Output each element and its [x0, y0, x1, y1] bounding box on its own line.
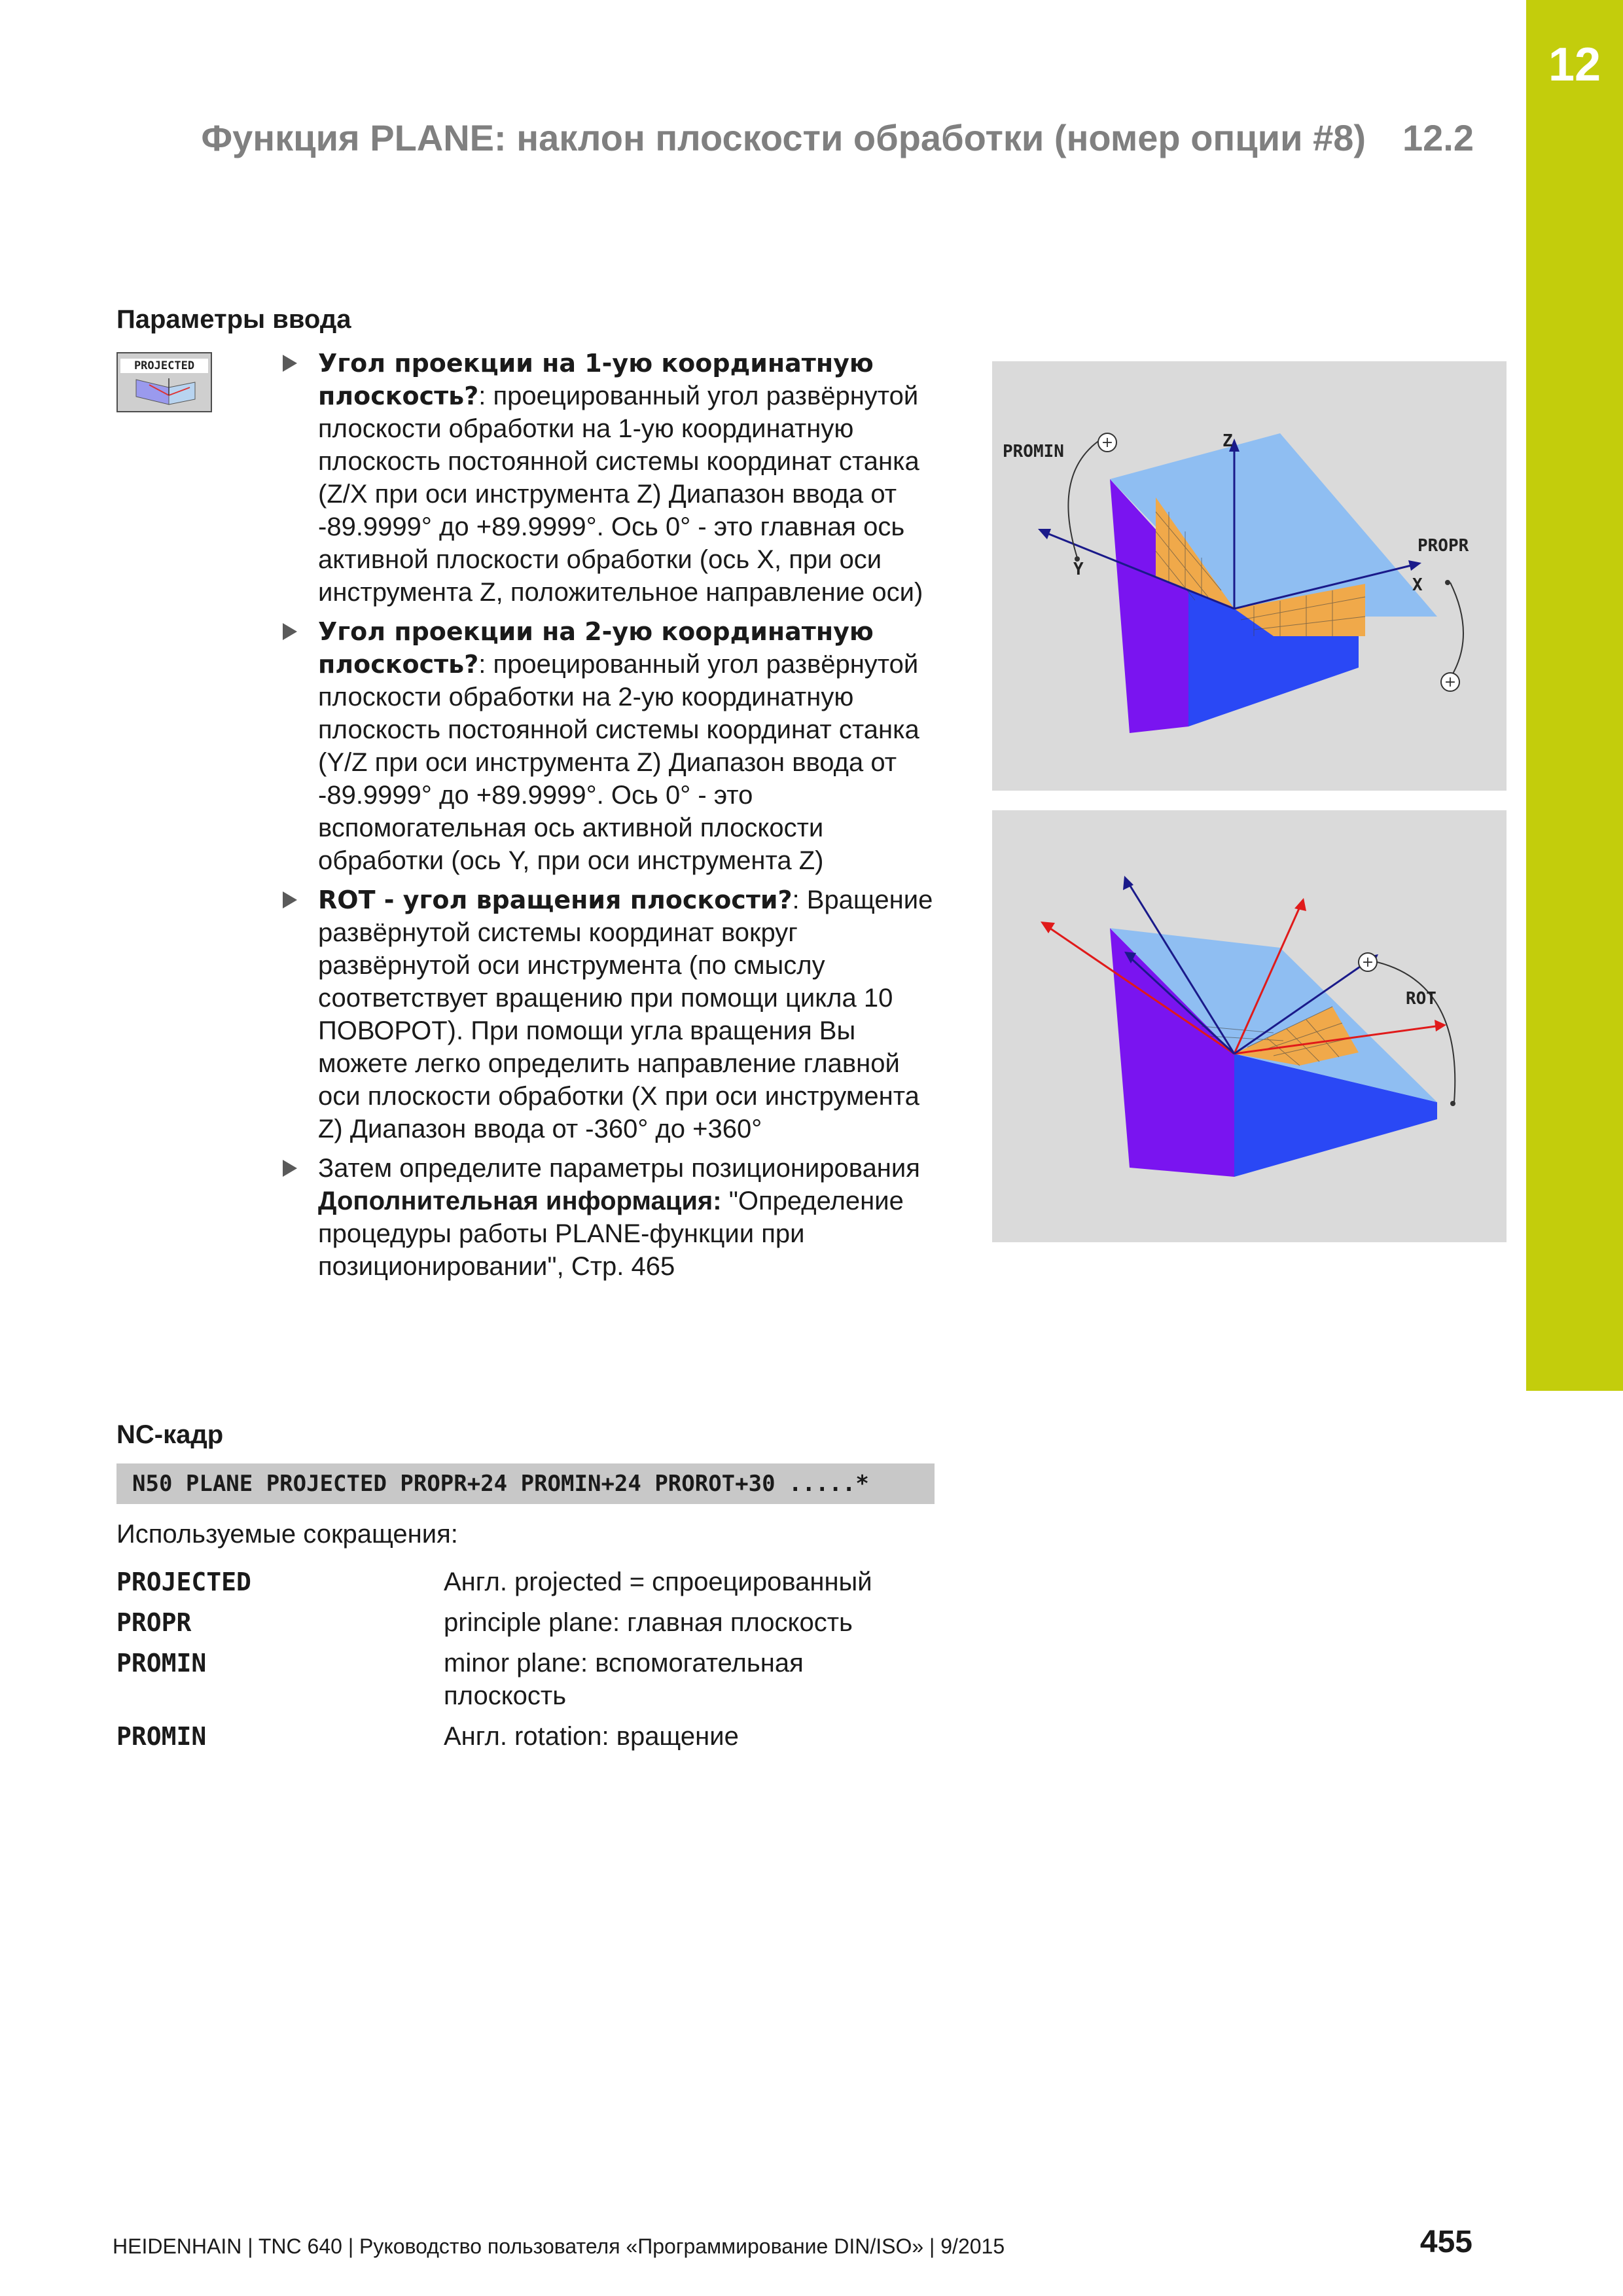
abbreviation-row — [116, 1566, 935, 1598]
bullet-arrow-icon — [283, 1160, 297, 1177]
rotation-figure — [992, 810, 1507, 1242]
param-item-promin — [280, 615, 941, 877]
svg-text:+: + — [1444, 674, 1457, 691]
parameter-list — [280, 347, 941, 1289]
abbreviation-definition: principle plane: главная плоскость — [444, 1608, 853, 1637]
softkey-graphic — [123, 376, 205, 408]
chapter-tab — [1526, 0, 1623, 1391]
param-title: Угол проекции на 1-ую координатную плоскость? — [318, 349, 874, 410]
svg-text:+: + — [1101, 435, 1114, 451]
abbreviations-table — [116, 1566, 935, 1761]
param-title: Угол проекции на 2-ую координатную плоскость? — [318, 617, 874, 679]
param-title: ROT - угол вращения плоскости? — [318, 886, 793, 914]
param-item-rot — [280, 884, 941, 1145]
param-item-positioning — [280, 1152, 941, 1283]
projected-angles-figure — [992, 361, 1507, 791]
bullet-arrow-icon — [283, 355, 297, 372]
projected-softkey-icon — [116, 352, 212, 412]
abbreviation-definition: minor plane: вспомогательная плоскость — [444, 1649, 804, 1710]
param-description: : проецированный угол развёрнутой плоскости обработки на 2-ую координатную плоскость постоянной системы координат станка (Y/Z при оси инструмента Z) Диапазон ввода от -89.9999° до +89.9999°. Ось 0° - это вспомогательная ось активной плоскости обработки (ось Y, при оси инструмента Z) — [318, 650, 919, 875]
bullet-arrow-icon — [283, 891, 297, 908]
abbreviations-intro: Используемые сокращения: — [116, 1520, 458, 1549]
abbreviation-row — [116, 1606, 935, 1639]
header-section-number: 12.2 — [1402, 117, 1474, 158]
page-number: 455 — [1419, 2225, 1472, 2259]
rot-label: ROT — [1406, 989, 1436, 1009]
abbreviation-term: PROMIN — [116, 1722, 207, 1751]
param-description: Затем определите параметры позиционирования — [318, 1154, 920, 1183]
page-header — [152, 117, 1474, 159]
abbreviation-term: PROPR — [116, 1608, 192, 1637]
chapter-number: 12 — [1548, 39, 1601, 91]
param-description: : проецированный угол развёрнутой плоскости обработки на 1-ую координатную плоскость постоянной системы координат станка (Z/X при оси инструмента Z) Диапазон ввода от -89.9999° до +89.9999°. Ось 0° - это главная ось активной плоскости обработки (ось X, при оси инструмента Z, положительное направление оси) — [318, 382, 923, 607]
x-label: X — [1412, 575, 1423, 595]
rotation-diagram — [992, 810, 1507, 1242]
projected-angles-diagram — [992, 361, 1507, 791]
extra-info-label: Дополнительная информация: — [318, 1187, 722, 1215]
abbreviation-row — [116, 1647, 935, 1712]
y-label: Y — [1073, 560, 1084, 579]
input-params-heading: Параметры ввода — [116, 305, 351, 334]
extra-info-link[interactable]: "Определение процедуры работы PLANE-функции при позиционировании", Стр. 465 — [318, 1187, 904, 1281]
footer-text: HEIDENHAIN | TNC 640 | Руководство пользователя «Программирование DIN/ISO» | 9/2015 — [113, 2234, 1005, 2258]
abbreviation-term: PROJECTED — [116, 1568, 251, 1596]
abbreviation-definition: Англ. rotation: вращение — [444, 1722, 739, 1751]
promin-label: PROMIN — [1003, 442, 1064, 461]
abbreviation-definition: Англ. projected = спроецированный — [444, 1568, 872, 1596]
header-title: Функция PLANE: наклон плоскости обработки (номер опции #8) — [201, 117, 1366, 158]
abbreviation-row — [116, 1720, 935, 1753]
softkey-label: PROJECTED — [120, 359, 208, 373]
z-label: Z — [1222, 431, 1233, 451]
param-item-propr — [280, 347, 941, 609]
bullet-arrow-icon — [283, 623, 297, 640]
abbreviation-term: PROMIN — [116, 1649, 207, 1677]
nc-block-heading: NC-кадр — [116, 1420, 224, 1449]
propr-label: PROPR — [1418, 536, 1469, 556]
svg-text:+: + — [1361, 954, 1374, 971]
param-description: : Вращение развёрнутой системы координат вокруг развёрнутой оси инструмента (по смыслу соответствует вращению при помощи цикла 10 ПОВОРОТ). При помощи угла вращения Вы можете легко определить направление главной оси плоскости обработки (X при оси инструмента Z) Диапазон ввода от -360° до +360° — [318, 886, 933, 1143]
nc-code-example: N50 PLANE PROJECTED PROPR+24 PROMIN+24 PROROT+30 .....* — [116, 1463, 935, 1504]
